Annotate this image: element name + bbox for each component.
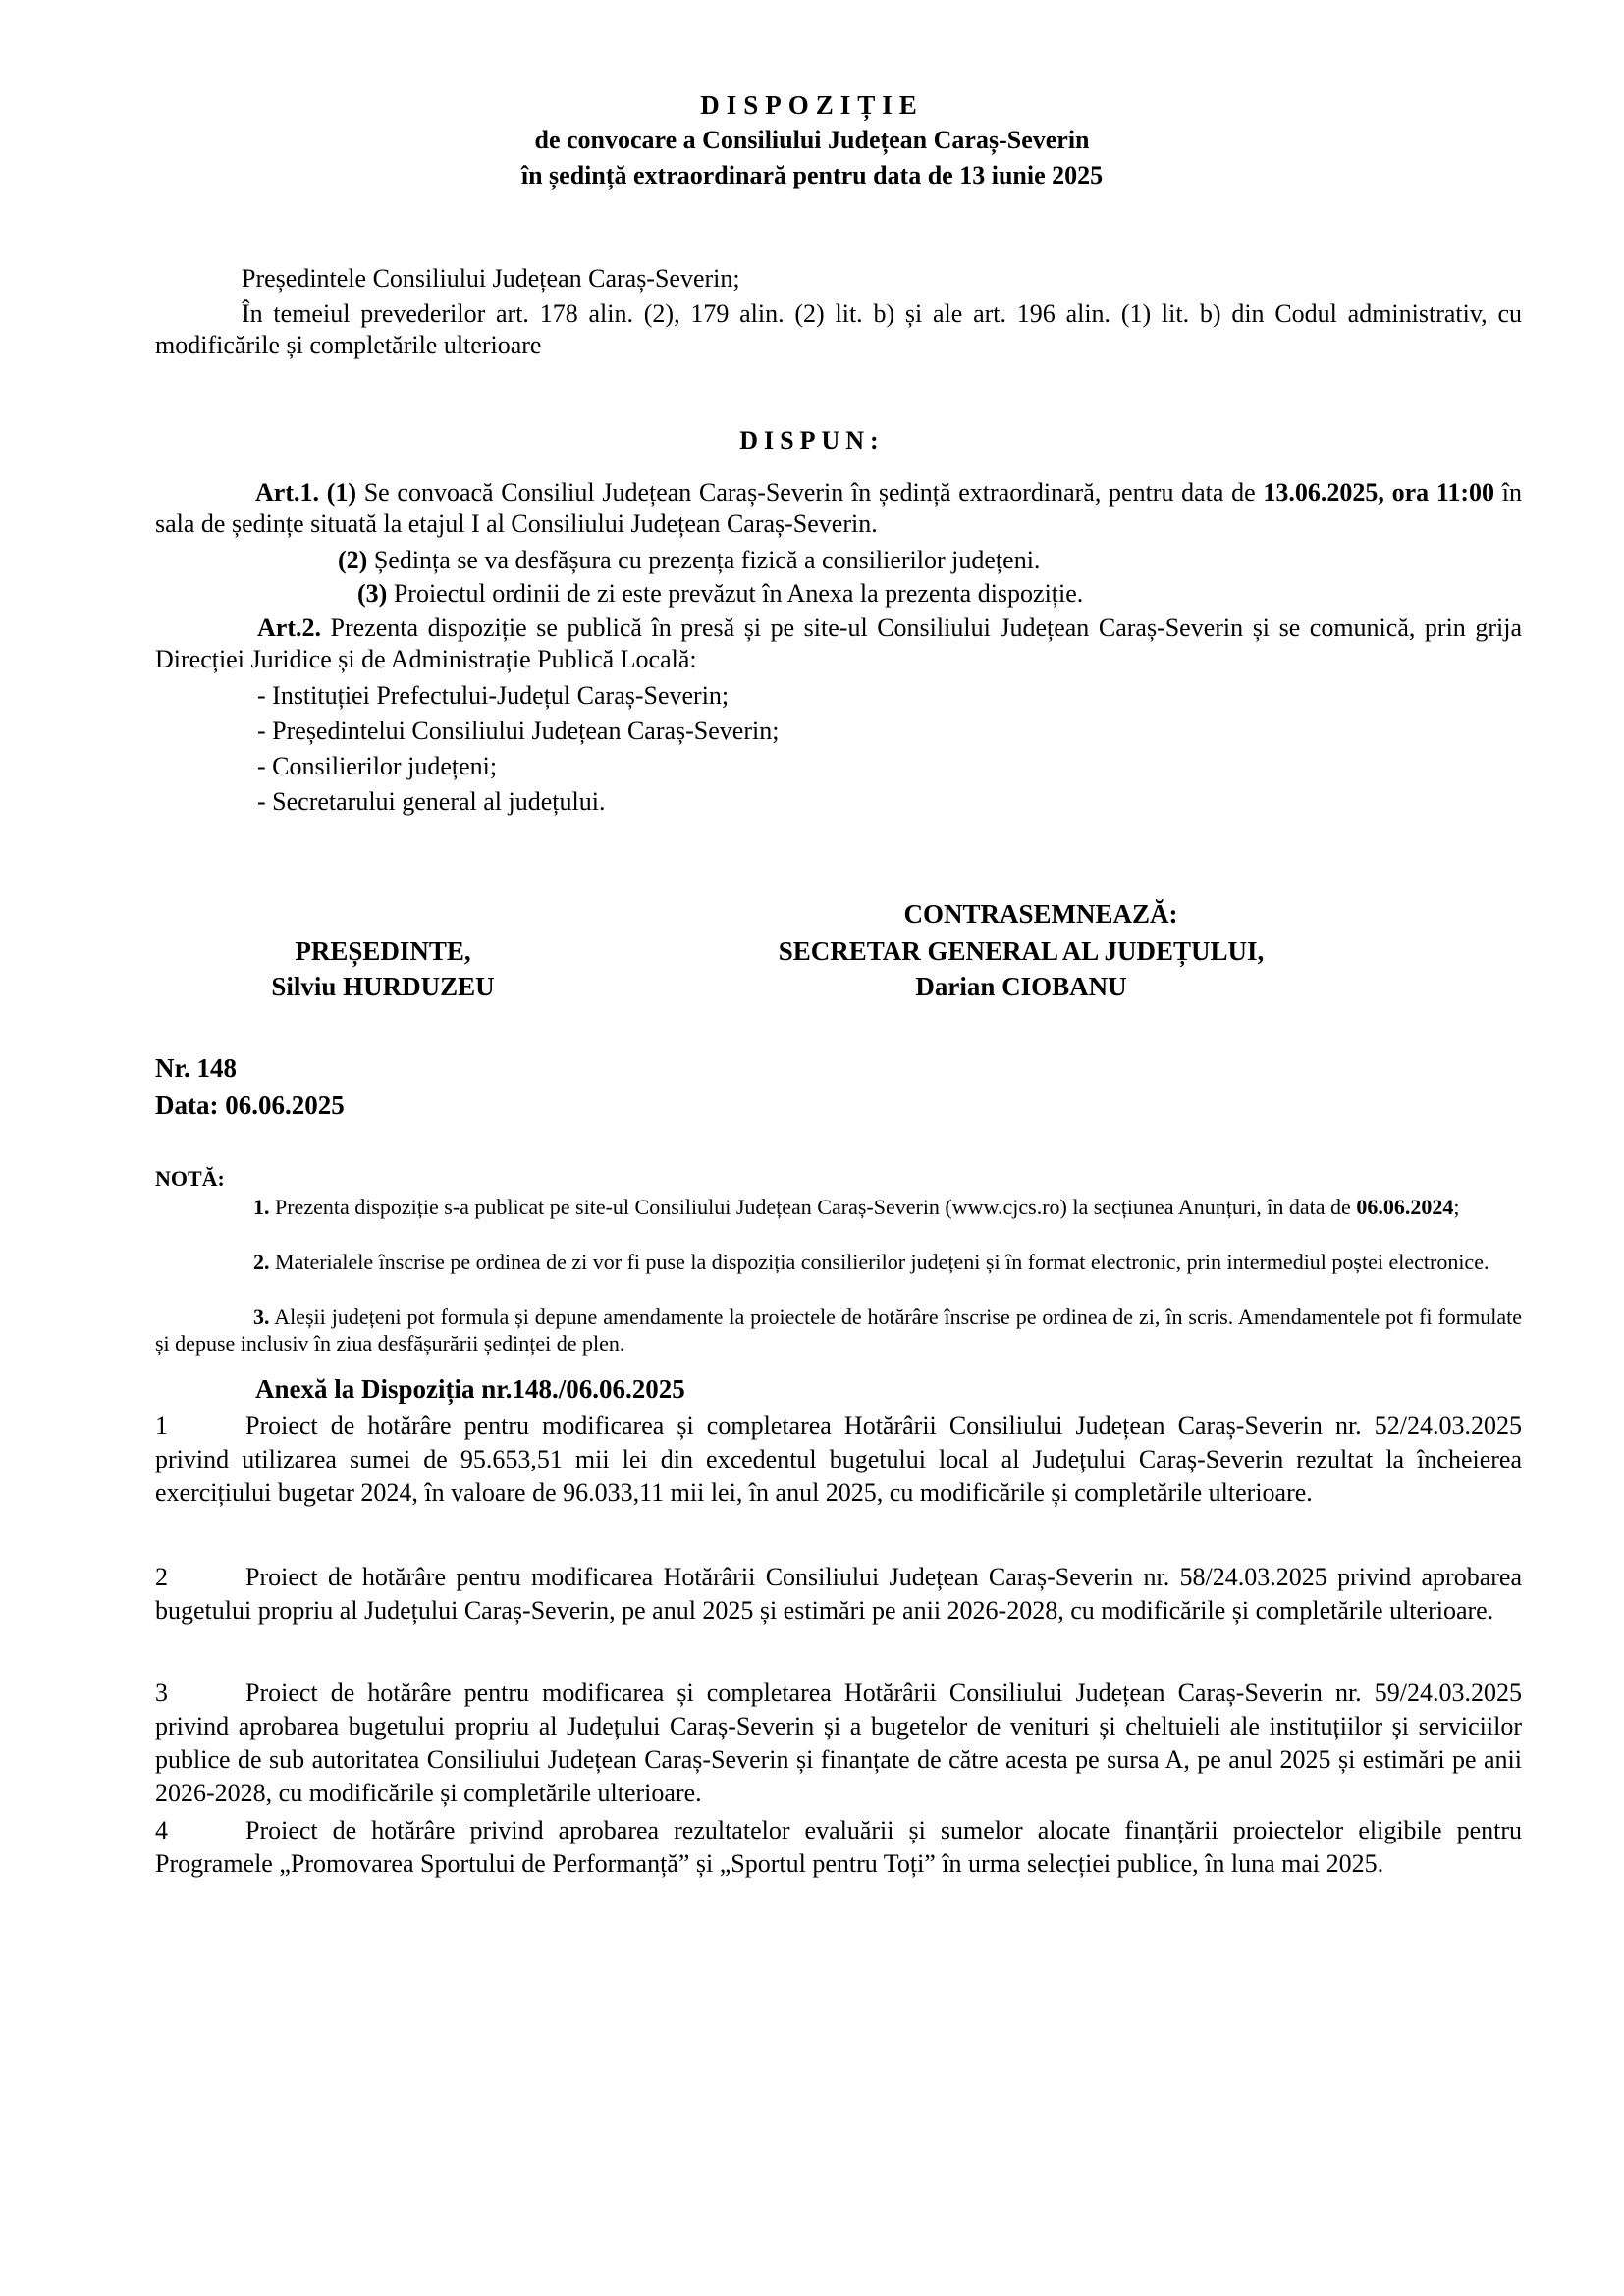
note-date: 06.06.2024 bbox=[1356, 1195, 1454, 1219]
article-1-label: Art.1. bbox=[255, 478, 319, 507]
article-1-paragraph-2 bbox=[338, 546, 1040, 575]
preamble-legal-basis: În temeiul prevederilor art. 178 alin. (2), 179 alin. (2) lit. b) și ale art. 196 alin. (1) lit. b) din Codul administrativ, cu modificările și completările ulterioare bbox=[155, 299, 1522, 359]
annex-item-number: 4 bbox=[155, 1816, 168, 1844]
registration-number: Nr. 148 bbox=[155, 1053, 238, 1083]
president-name: Silviu HURDUZEU bbox=[271, 972, 495, 1001]
note-text: Prezenta dispoziție s-a publicat pe site-ul Consiliului Județean Caraș-Severin (www.cjcs.ro) la secțiunea Anunțuri, în data de bbox=[269, 1195, 1357, 1219]
annex-item-text: Proiect de hotărâre pentru modificarea și completarea Hotărârii Consiliului Județean Caraș-Severin nr. 59/24.03.2025 privind aprobarea bugetului propriu al Județului Caraș-Severin și a bugetelor de venituri și cheltuieli ale instituțiilor și serviciilor publice de sub autoritatea Consiliului Județean Caraș-Severin și finanțate de către acesta pe sursa A, pe anul 2025 și estimări pe anii 2026-2028, cu modificările și completările ulterioare. bbox=[155, 1679, 1522, 1807]
paragraph-3-label: (3) bbox=[357, 579, 388, 608]
article-1-paragraph-1 bbox=[155, 477, 1522, 540]
secretary-name: Darian CIOBANU bbox=[915, 972, 1127, 1001]
document-title: DISPOZIȚIE bbox=[700, 90, 924, 120]
dispun-heading: DISPUN: bbox=[739, 426, 885, 454]
recipient-item: - Secretarului general al județului. bbox=[257, 787, 606, 816]
annex-item bbox=[155, 1410, 1522, 1510]
article-2-label: Art.2. bbox=[257, 614, 321, 642]
paragraph-1-label: (1) bbox=[326, 478, 357, 507]
annex-item-text: Proiect de hotărâre pentru modificarea Hotărârii Consiliului Județean Caraș-Severin nr. 58/24.03.2025 privind aprobarea bugetului propriu al Județului Caraș-Severin, pe anul 2025 și estimări pe anii 2026-2028, cu modificările și completările ulterioare. bbox=[155, 1563, 1522, 1625]
document-subtitle-date: în ședință extraordinară pentru data de 13 iunie 2025 bbox=[520, 161, 1104, 189]
secretary-title: SECRETAR GENERAL AL JUDEȚULUI, bbox=[778, 936, 1265, 966]
note-item bbox=[155, 1304, 1522, 1357]
annex-item-number: 1 bbox=[155, 1412, 168, 1440]
recipient-item: - Președintelui Consiliului Județean Caraș-Severin; bbox=[257, 717, 780, 745]
paragraph-3-text: Proiectul ordinii de zi este prevăzut în Anexa la prezenta dispoziție. bbox=[387, 579, 1084, 608]
annex-heading: Anexă la Dispoziția nr.148./06.06.2025 bbox=[255, 1374, 685, 1404]
note-text: Aleșii județeni pot formula și depune amendamente la proiectele de hotărâre înscrise pe ordinea de zi, în scris. Amendamentele pot fi formulate și depuse inclusiv în ziua desfășurării ședinței de plen. bbox=[155, 1305, 1522, 1356]
president-title: PREȘEDINTE, bbox=[295, 936, 471, 966]
countersign-heading: CONTRASEMNEAZĂ: bbox=[903, 899, 1178, 929]
note-item bbox=[155, 1249, 1522, 1275]
note-number: 2. bbox=[253, 1250, 270, 1274]
meeting-date-time: 13.06.2025, ora 11:00 bbox=[1263, 478, 1495, 507]
note-number: 1. bbox=[253, 1195, 270, 1219]
note-item bbox=[155, 1194, 1522, 1220]
annex-item-number: 3 bbox=[155, 1679, 168, 1707]
document-subtitle: de convocare a Consiliului Județean Caraș-Severin bbox=[534, 126, 1090, 154]
article-2 bbox=[155, 613, 1522, 675]
annex-item-number: 2 bbox=[155, 1563, 168, 1591]
annex-item bbox=[155, 1561, 1522, 1628]
recipient-item: - Instituției Prefectului-Județul Caraș-Severin; bbox=[257, 681, 730, 710]
paragraph-2-text: Ședința se va desfășura cu prezența fizică a consilierilor județeni. bbox=[367, 546, 1041, 574]
annex-item bbox=[155, 1677, 1522, 1810]
preamble-issuer: Președintele Consiliului Județean Caraș-Severin; bbox=[242, 264, 740, 293]
annex-item bbox=[155, 1814, 1522, 1881]
article-1-paragraph-3 bbox=[357, 579, 1083, 609]
paragraph-2-label: (2) bbox=[338, 546, 368, 574]
paragraph-1-text-b: în sala de ședințe situată la etajul I al Consiliului Județean Caraș-Severin. bbox=[155, 478, 1522, 538]
note-number: 3. bbox=[253, 1305, 270, 1329]
note-text: Materialele înscrise pe ordinea de zi vor fi puse la dispoziția consilierilor județeni și în format electronic, prin intermediul poștei electronice. bbox=[269, 1250, 1489, 1274]
article-2-text: Prezenta dispoziție se publică în presă și pe site-ul Consiliului Județean Caraș-Severin și se comunică, prin grija Direcției Juridice și de Administrație Publică Locală: bbox=[155, 614, 1522, 673]
annex-item-text: Proiect de hotărâre privind aprobarea rezultatelor evaluării și sumelor alocate finanțării proiectelor eligibile pentru Programele „Promovarea Sportului de Performanță” și „Sportul pentru Toți” în urma selecției publice, în luna mai 2025. bbox=[155, 1816, 1522, 1878]
annex-item-text: Proiect de hotărâre pentru modificarea și completarea Hotărârii Consiliului Județean Caraș-Severin nr. 52/24.03.2025 privind utilizarea sumei de 95.653,51 mii lei din excedentul bugetului local al Județului Caraș-Severin rezultat la încheierea exercițiului bugetar 2024, în valoare de 96.033,11 mii lei, în anul 2025, cu modificările și completările ulterioare. bbox=[155, 1412, 1522, 1507]
recipient-item: - Consilierilor județeni; bbox=[257, 752, 498, 780]
note-tail: ; bbox=[1453, 1195, 1460, 1219]
registration-date: Data: 06.06.2025 bbox=[155, 1091, 345, 1120]
paragraph-1-text-a: Se convoacă Consiliul Județean Caraș-Severin în ședință extraordinară, pentru data de bbox=[356, 478, 1264, 507]
note-heading: NOTĂ: bbox=[155, 1166, 225, 1191]
